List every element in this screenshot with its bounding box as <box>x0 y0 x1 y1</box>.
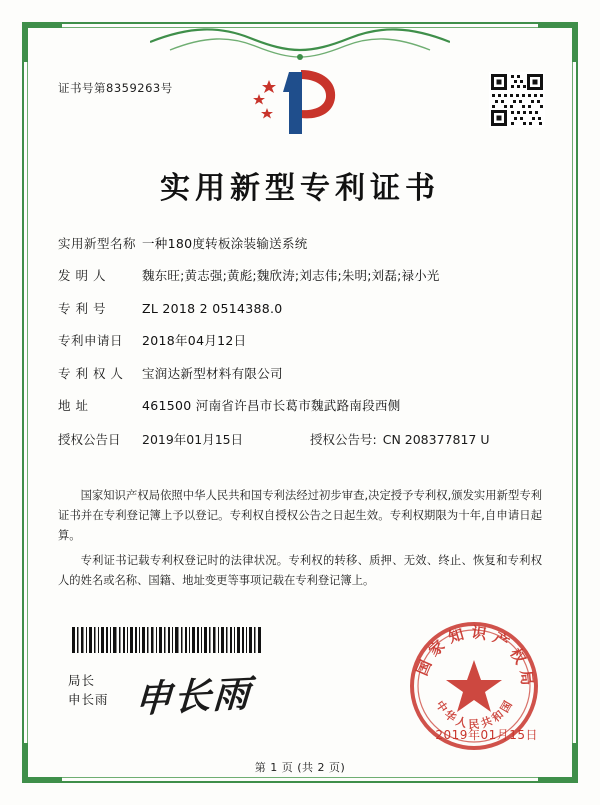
field-label-patentee: 专 利 权 人 <box>58 365 124 381</box>
page-title: 实用新型专利证书 <box>160 171 440 206</box>
signature-title-label: 局长 <box>68 673 96 688</box>
legal-paragraph-2: 专利证书记载专利权登记时的法律状况。专利权的转移、质押、无效、终止、恢复和专利权人的姓名或名称、国籍、地址变更等事项记载在专利登记簿上。 <box>58 554 542 588</box>
field-value-grant-number: CN 208377817 U <box>382 432 490 448</box>
seal-date: 2019年01月15日 <box>435 728 538 742</box>
field-label-patent-number: 专 利 号 <box>58 300 106 316</box>
field-value-invention-name: 一种180度转板涂装输送系统 <box>142 236 308 251</box>
field-value-application-date: 2018年04月12日 <box>142 333 247 349</box>
field-label-invention-name: 实用新型名称 <box>58 236 137 251</box>
legal-text-block <box>58 486 542 597</box>
field-row-inventors <box>58 268 542 285</box>
ornamental-swash-icon <box>150 24 450 64</box>
patent-emblem-icon <box>245 66 355 138</box>
handwritten-signature: 申长雨 <box>133 670 253 722</box>
field-value-inventors: 魏东旺;黄志强;黄彪;魏欣涛;刘志伟;朱明;刘磊;禄小光 <box>142 268 440 284</box>
field-value-address: 461500 河南省许昌市长葛市魏武路南段西侧 <box>142 397 401 413</box>
field-value-patent-number: ZL 2018 2 0514388.0 <box>142 300 283 316</box>
field-row-patent-number <box>58 301 542 318</box>
signature-name-label: 申长雨 <box>68 691 109 707</box>
page-footer: 第 1 页 (共 2 页) <box>254 761 346 774</box>
legal-paragraph-1: 国家知识产权局依照中华人民共和国专利法经过初步审查,决定授予专利权,颁发实用新型专利证书并在专利登记簿上予以登记。专利权自授权公告之日起生效。专利权期限为十年,自申请日起算。 <box>58 489 542 542</box>
qr-code-icon <box>489 72 545 128</box>
corner-ornament-top-right <box>538 22 578 62</box>
field-row-address <box>58 398 542 415</box>
certificate-fields <box>58 236 542 464</box>
corner-ornament-top-left <box>22 22 62 62</box>
field-value-grant-date: 2019年01月15日 <box>142 432 244 448</box>
field-label-grant-date: 授权公告日 <box>58 432 121 448</box>
field-row-patentee <box>58 366 542 383</box>
field-label-application-date: 专利申请日 <box>58 333 124 349</box>
barcode-icon <box>72 627 262 653</box>
field-row-application-date <box>58 333 542 350</box>
field-row-grant-announcement <box>58 430 542 448</box>
field-value-patentee: 宝润达新型材料有限公司 <box>142 365 283 381</box>
signature-block <box>68 672 252 720</box>
field-row-invention-name <box>58 236 542 253</box>
field-label-grant-number: 授权公告号: <box>310 432 377 448</box>
svg-text:中华人民共和国: 中华人民共和国 <box>433 696 517 732</box>
field-label-address: 地 址 <box>58 397 89 413</box>
signature-labels <box>68 672 109 710</box>
certificate-serial-number: 证书号第8359263号 <box>58 81 173 95</box>
svg-text:国家知识产权局: 国家知识产权局 <box>412 623 537 693</box>
field-label-inventors: 发 明 人 <box>58 268 106 284</box>
